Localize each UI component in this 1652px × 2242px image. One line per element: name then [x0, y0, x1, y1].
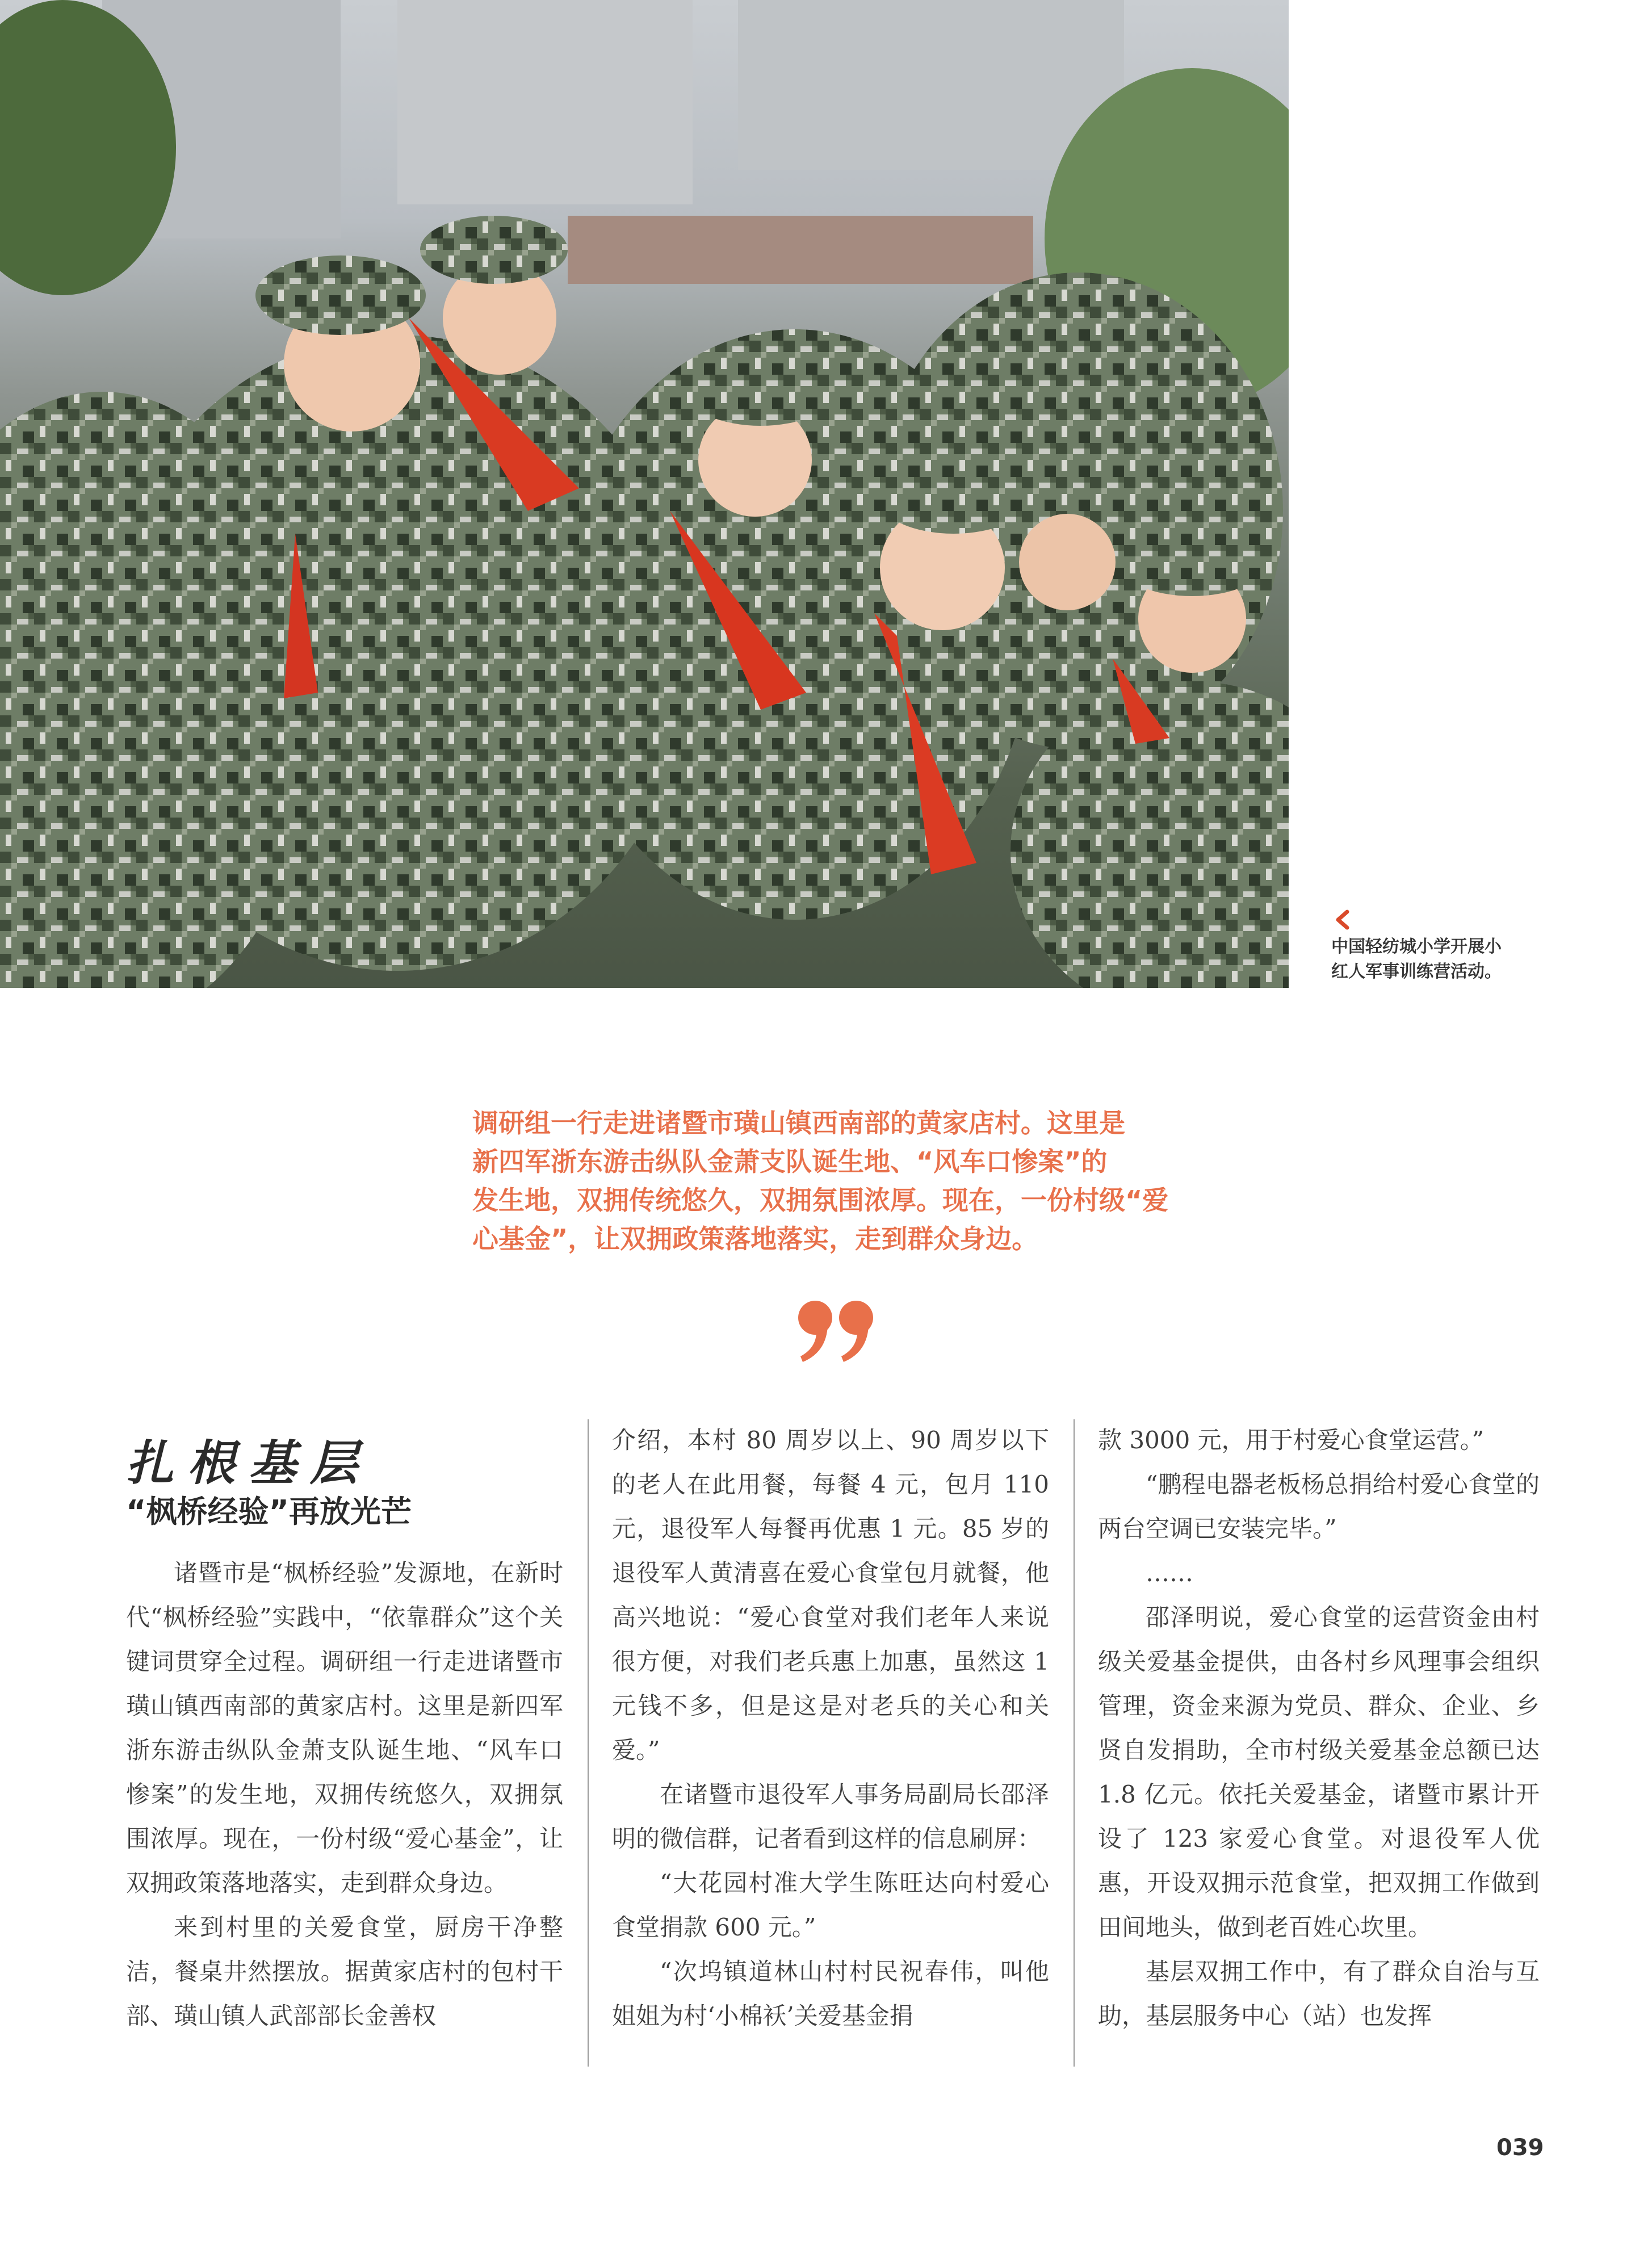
body-column-2	[612, 1418, 1049, 2038]
paragraph: “大花园村准大学生陈旺达向村爱心食堂捐款 600 元。”	[612, 1869, 1049, 1941]
caption-line: 中国轻纺城小学开展小	[1331, 937, 1502, 957]
chevron-left-icon	[1331, 908, 1354, 931]
column-divider	[1074, 1419, 1075, 2067]
paragraph: 款 3000 元，用于村爱心食堂运营。”	[1098, 1426, 1485, 1454]
body-column-1	[126, 1551, 563, 2038]
paragraph: 基层双拥工作中，有了群众自治与互助，基层服务中心（站）也发挥	[1098, 1958, 1540, 2030]
pull-quote	[472, 1104, 1210, 1258]
pull-quote-line: 心基金”，让双拥政策落地落实，走到群众身边。	[472, 1223, 1038, 1254]
closing-quote-icon	[795, 1297, 880, 1365]
photo-caption	[1331, 908, 1575, 984]
paragraph: 来到村里的关爱食堂，厨房干净整洁，餐桌井然摆放。据黄家店村的包村干部、璜山镇人武部部长金善权	[126, 1913, 563, 2030]
photo-illustration	[0, 0, 1289, 988]
paragraph: 邵泽明说，爱心食堂的运营资金由村级关爱基金提供，由各村乡风理事会组织管理，资金来源为党员、群众、企业、乡贤自发捐助，全市村级关爱基金总额已达 1.8 亿元。依托关爱基金，诸暨市累计开设了 123 家爱心食堂。对退役军人优惠，开设双拥示范食堂，把双拥工作做到田间地头，做到老百姓心坎里。	[1098, 1603, 1540, 1941]
cover-photo	[0, 0, 1289, 988]
body-column-3	[1098, 1418, 1540, 2038]
paragraph: 在诸暨市退役军人事务局副局长邵泽明的微信群，记者看到这样的信息刷屏：	[612, 1780, 1049, 1853]
pull-quote-line: 调研组一行走进诸暨市璜山镇西南部的黄家店村。这里是	[472, 1108, 1125, 1138]
column-divider	[588, 1419, 589, 2067]
page-number: 039	[1496, 2135, 1544, 2161]
section-title: 扎根基层	[126, 1435, 372, 1491]
caption-line: 红人军事训练营活动。	[1331, 962, 1502, 982]
paragraph: “鹏程电器老板杨总捐给村爱心食堂的两台空调已安装完毕。”	[1098, 1470, 1540, 1543]
section-subtitle: “枫桥经验”再放光芒	[126, 1494, 412, 1529]
paragraph: “次坞镇道林山村村民祝春伟，叫他姐姐为村‘小棉袄’关爱基金捐	[612, 1958, 1049, 2030]
pull-quote-line: 新四军浙东游击纵队金萧支队诞生地、“风车口惨案”的	[472, 1146, 1108, 1177]
paragraph: 诸暨市是“枫桥经验”发源地，在新时代“枫桥经验”实践中，“依靠群众”这个关键词贯穿全过程。调研组一行走进诸暨市璜山镇西南部的黄家店村。这里是新四军浙东游击纵队金萧支队诞生地、“风车口惨案”的发生地，双拥传统悠久，双拥氛围浓厚。现在，一份村级“爱心基金”，让双拥政策落地落实，走到群众身边。	[126, 1559, 563, 1897]
paragraph: 介绍，本村 80 周岁以上、90 周岁以下的老人在此用餐，每餐 4 元，包月 110 元，退役军人每餐再优惠 1 元。85 岁的退役军人黄清喜在爱心食堂包月就餐，他高兴地说：“爱心食堂对我们老年人来说很方便，对我们老兵惠上加惠，虽然这 1 元钱不多，但是这是对老兵的关心和关爱。”	[612, 1426, 1049, 1764]
pull-quote-line: 发生地，双拥传统悠久，双拥氛围浓厚。现在，一份村级“爱	[472, 1185, 1169, 1216]
paragraph: ……	[1146, 1559, 1193, 1587]
